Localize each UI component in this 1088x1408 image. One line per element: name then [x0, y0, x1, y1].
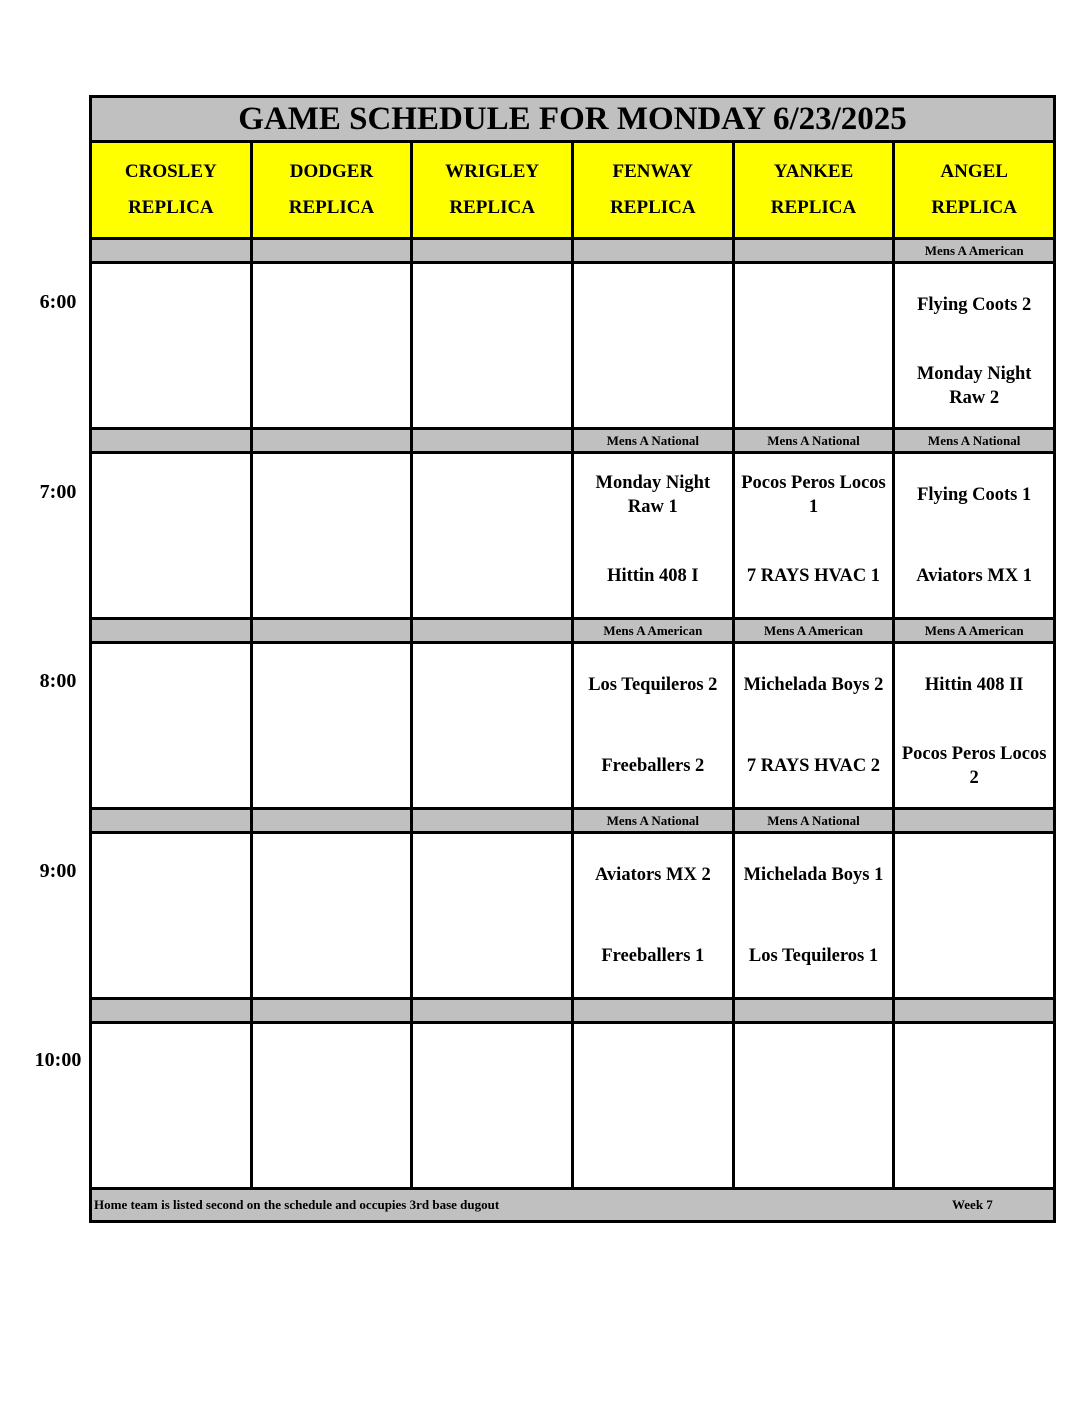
game-cell: [574, 644, 732, 807]
field-header: [253, 143, 411, 237]
field-header: [92, 143, 250, 237]
game-cell: [253, 834, 411, 997]
game-cell: [574, 834, 732, 997]
home-team: [92, 1106, 250, 1188]
home-team: Freeballers 2: [601, 756, 705, 777]
home-team: [413, 536, 571, 618]
page-title: GAME SCHEDULE FOR MONDAY 6/23/2025: [92, 98, 1053, 140]
game-cell: [735, 834, 893, 997]
home-team: [413, 346, 571, 428]
home-team: [92, 726, 250, 808]
division-label: [413, 240, 571, 261]
game-cell: [92, 834, 250, 997]
home-team: [253, 916, 411, 998]
away-team: [253, 834, 411, 916]
game-cell: [735, 1024, 893, 1187]
away-team: [92, 264, 250, 346]
home-team: [253, 346, 411, 428]
game-cell: [413, 834, 571, 997]
division-label: [413, 430, 571, 451]
home-team: [253, 726, 411, 808]
away-team: [574, 1024, 732, 1106]
field-name: YANKEE: [773, 161, 854, 182]
division-label: [413, 620, 571, 641]
game-cell: [253, 1024, 411, 1187]
away-team: Michelada Boys 1: [743, 864, 884, 885]
division-label: Mens A American: [895, 620, 1053, 641]
division-label: [253, 620, 411, 641]
home-team: [735, 346, 893, 428]
game-cell: [895, 454, 1053, 617]
division-label: [895, 1000, 1053, 1021]
home-team: Los Tequileros 1: [748, 946, 879, 967]
home-team: [895, 1106, 1053, 1188]
division-label: [92, 810, 250, 831]
field-header: [413, 143, 571, 237]
game-cell: [895, 1024, 1053, 1187]
game-cell: [895, 834, 1053, 997]
field-type: REPLICA: [931, 197, 1017, 218]
away-team: Aviators MX 2: [594, 864, 711, 885]
home-team: [413, 726, 571, 808]
division-label: [413, 1000, 571, 1021]
away-team: [413, 834, 571, 916]
division-label: [253, 240, 411, 261]
field-name: CROSLEY: [124, 161, 217, 182]
division-label: [92, 430, 250, 451]
away-team: [92, 1024, 250, 1106]
division-label: [253, 810, 411, 831]
game-cell: [92, 454, 250, 617]
game-cell: [895, 264, 1053, 427]
field-header: [895, 143, 1053, 237]
division-label: [574, 1000, 732, 1021]
game-cell: [574, 1024, 732, 1187]
field-type: REPLICA: [449, 197, 535, 218]
game-cell: [92, 1024, 250, 1187]
away-team: Flying Coots 2: [917, 294, 1032, 315]
game-cell: [92, 264, 250, 427]
away-team: [574, 264, 732, 346]
division-label: Mens A National: [735, 810, 893, 831]
home-team: [253, 536, 411, 618]
division-label: Mens A American: [895, 240, 1053, 261]
game-cell: [895, 644, 1053, 807]
division-label: [574, 240, 732, 261]
game-cell: [574, 454, 732, 617]
away-team: [92, 454, 250, 536]
division-label: [253, 430, 411, 451]
home-team: [895, 916, 1053, 998]
game-cell: [413, 264, 571, 427]
home-team: 7 RAYS HVAC 1: [746, 566, 881, 587]
home-team: [92, 916, 250, 998]
game-cell: [735, 644, 893, 807]
division-label: Mens A American: [574, 620, 732, 641]
home-team: [92, 346, 250, 428]
game-cell: [253, 264, 411, 427]
field-header: [574, 143, 732, 237]
division-label: Mens A American: [735, 620, 893, 641]
division-label: Mens A National: [574, 810, 732, 831]
home-team: 7 RAYS HVAC 2: [746, 756, 881, 777]
game-cell: [413, 454, 571, 617]
division-label: Mens A National: [895, 430, 1053, 451]
division-label: [253, 1000, 411, 1021]
away-team: Michelada Boys 2: [743, 674, 884, 695]
field-name: WRIGLEY: [445, 161, 540, 182]
division-label: [92, 620, 250, 641]
home-team: [735, 1106, 893, 1188]
home-team: [574, 1106, 732, 1188]
field-type: REPLICA: [770, 197, 857, 218]
away-team: [895, 1024, 1053, 1106]
away-team: [253, 454, 411, 536]
home-team: Aviators MX 1: [916, 566, 1033, 587]
game-cell: [574, 264, 732, 427]
home-team: Hittin 408 I: [607, 566, 699, 587]
away-team: Monday Night Raw 1: [595, 472, 711, 517]
away-team: [735, 264, 893, 346]
week-label: Week 7: [952, 1197, 993, 1212]
away-team: Hittin 408 II: [924, 674, 1024, 695]
footer-note: Home team is listed second on the schedule and occupies 3rd base dugout: [94, 1197, 500, 1212]
division-label: [895, 810, 1053, 831]
game-cell: [735, 264, 893, 427]
division-label: Mens A National: [735, 430, 893, 451]
away-team: [253, 644, 411, 726]
field-type: REPLICA: [128, 197, 214, 218]
away-team: Los Tequileros 2: [588, 674, 718, 695]
field-type: REPLICA: [610, 197, 696, 218]
game-cell: [253, 644, 411, 807]
home-team: [413, 1106, 571, 1188]
time-label: 10:00: [34, 1049, 82, 1072]
division-label: Mens A National: [574, 430, 732, 451]
division-label: [92, 1000, 250, 1021]
field-name: FENWAY: [612, 161, 694, 182]
game-cell: [413, 1024, 571, 1187]
away-team: [413, 454, 571, 536]
time-label: 8:00: [39, 670, 77, 693]
home-team: [413, 916, 571, 998]
home-team: Monday Night Raw 2: [916, 364, 1032, 409]
home-team: [574, 346, 732, 428]
division-label: [735, 240, 893, 261]
time-label: 9:00: [39, 859, 77, 882]
home-team: Freeballers 1: [601, 946, 705, 967]
away-team: [413, 264, 571, 346]
away-team: [413, 644, 571, 726]
away-team: [735, 1024, 893, 1106]
game-cell: [735, 454, 893, 617]
game-cell: [413, 644, 571, 807]
home-team: [253, 1106, 411, 1188]
away-team: [253, 1024, 411, 1106]
away-team: [253, 264, 411, 346]
away-team: [92, 834, 250, 916]
field-name: DODGER: [289, 161, 374, 182]
footer-bar: [92, 1190, 1053, 1220]
game-cell: [92, 644, 250, 807]
home-team: Pocos Peros Locos 2: [901, 744, 1047, 789]
away-team: [895, 834, 1053, 916]
division-label: [413, 810, 571, 831]
field-type: REPLICA: [288, 197, 375, 218]
time-label: 6:00: [39, 291, 77, 313]
field-header: [735, 143, 893, 237]
home-team: [92, 536, 250, 618]
away-team: Pocos Peros Locos 1: [741, 472, 886, 517]
game-cell: [253, 454, 411, 617]
field-name: ANGEL: [940, 161, 1008, 182]
away-team: [413, 1024, 571, 1106]
time-label: 7:00: [39, 480, 77, 503]
division-label: [735, 1000, 893, 1021]
away-team: [92, 644, 250, 726]
schedule-table: [89, 95, 1056, 1223]
away-team: Flying Coots 1: [917, 484, 1032, 505]
division-label: [92, 240, 250, 261]
